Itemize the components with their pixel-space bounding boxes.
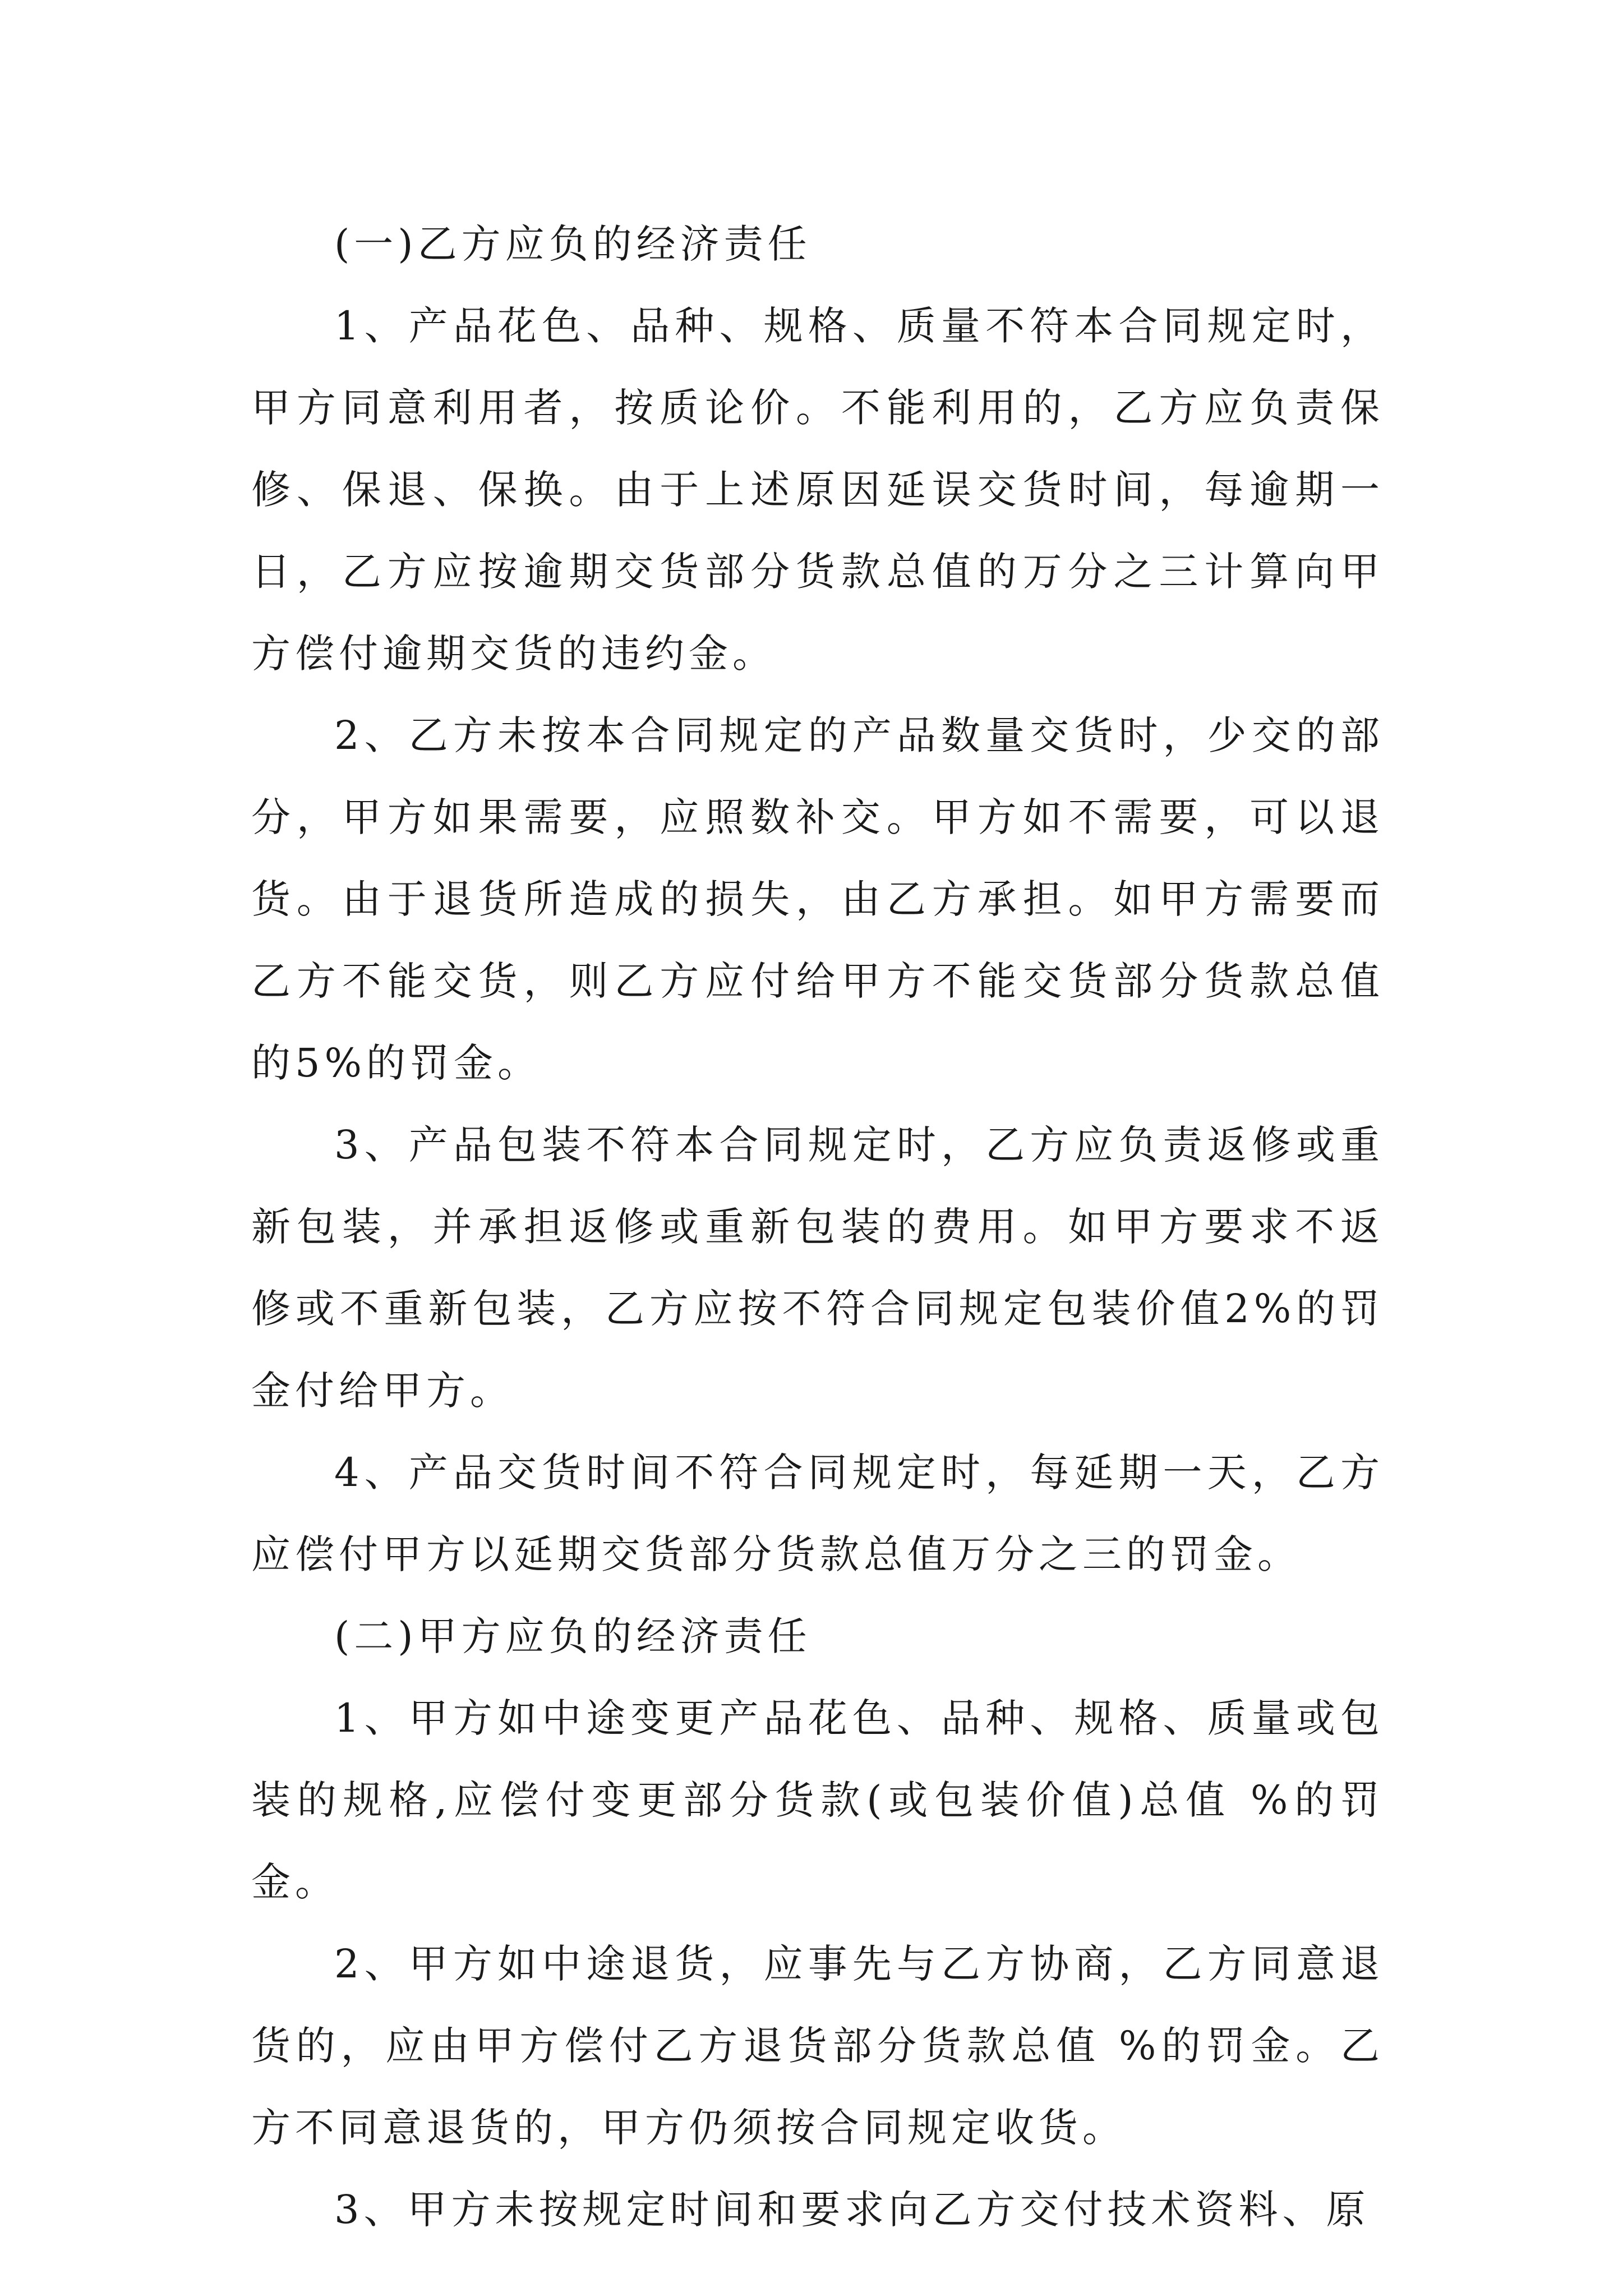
- section-heading-party-b: (一)乙方应负的经济责任: [334, 221, 811, 267]
- clause-b-2: 2、乙方未按本合同规定的产品数量交货时，少交的部分，甲方如果需要，应照数补交。甲方如不需要，可以退货。由于退货所造成的损失，由乙方承担。如甲方需要而乙方不能交货，则乙方应付给甲方不能交货部分货款总值的5%的罚金。: [251, 712, 1384, 1086]
- clause-b-1: 1、产品花色、品种、规格、质量不符本合同规定时，甲方同意利用者，按质论价。不能利用的，乙方应负责保修、保退、保换。由于上述原因延误交货时间，每逾期一日，乙方应按逾期交货部分货款总值的万分之三计算向甲方偿付逾期交货的违约金。: [251, 303, 1384, 677]
- section-heading-party-a: (二)甲方应负的经济责任: [334, 1613, 811, 1659]
- clause-b-3: 3、产品包装不符本合同规定时，乙方应负责返修或重新包装，并承担返修或重新包装的费用。如甲方要求不返修或不重新包装，乙方应按不符合同规定包装价值2%的罚金付给甲方。: [251, 1122, 1384, 1414]
- document-body: [251, 203, 1384, 2251]
- clause-a-1: 1、甲方如中途变更产品花色、品种、规格、质量或包装的规格,应偿付变更部分货款(或包装价值)总值 %的罚金。: [251, 1695, 1384, 1905]
- clause-a-3: 3、甲方未按规定时间和要求向乙方交付技术资料、原: [334, 2187, 1370, 2233]
- clause-a-2: 2、甲方如中途退货，应事先与乙方协商，乙方同意退货的，应由甲方偿付乙方退货部分货款总值 %的罚金。乙方不同意退货的，甲方仍须按合同规定收货。: [251, 1941, 1384, 2151]
- clause-b-4: 4、产品交货时间不符合同规定时，每延期一天，乙方应偿付甲方以延期交货部分货款总值万分之三的罚金。: [251, 1450, 1384, 1577]
